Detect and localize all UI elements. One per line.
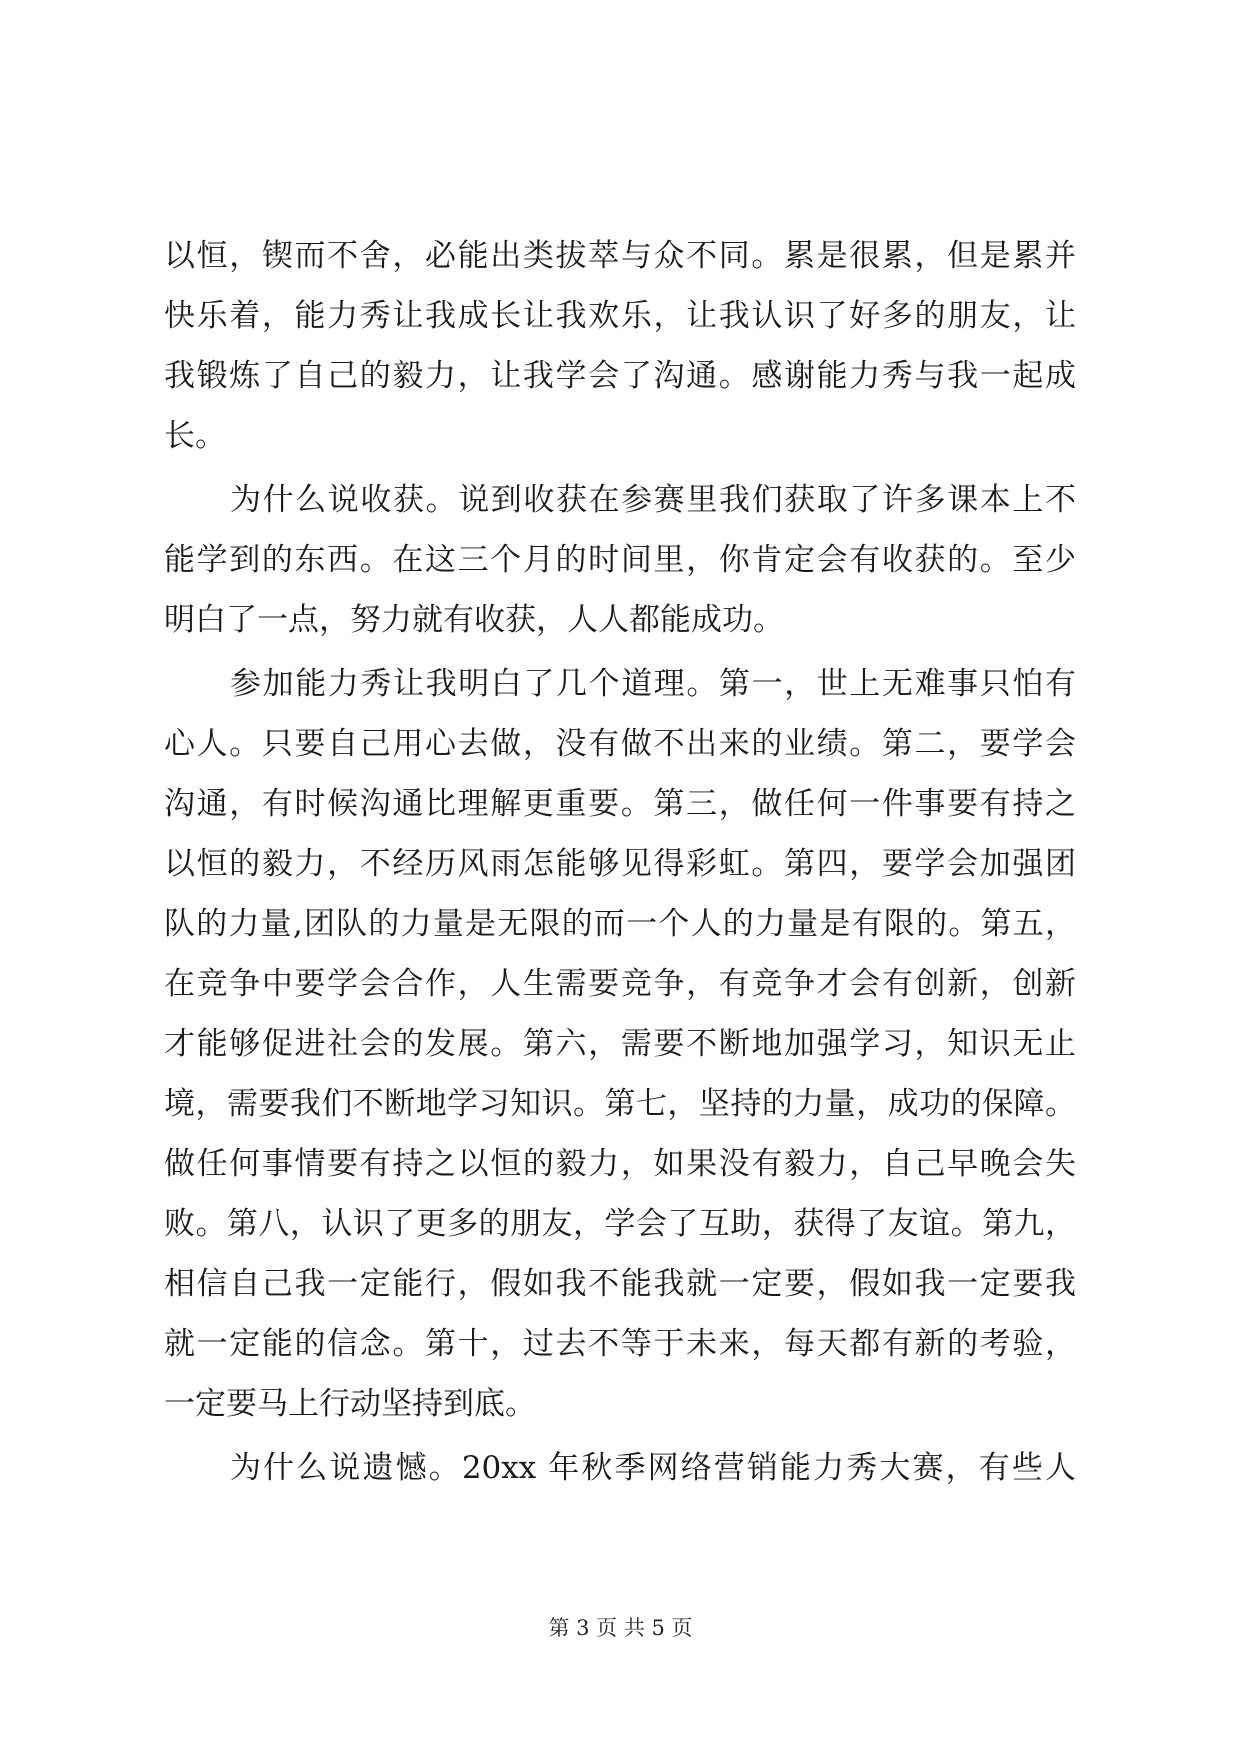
paragraph-1	[164, 226, 1076, 466]
document-body	[164, 226, 1076, 1498]
text-line: 在竞争中要学会合作，人生需要竞争，有竞争才会有创新，创新	[164, 966, 1076, 1002]
text-line: 以恒的毅力，不经历风雨怎能够见得彩虹。第四，要学会加强团	[164, 846, 1076, 882]
text-line: 相信自己我一定能行，假如我不能我就一定要，假如我一定要我	[164, 1266, 1076, 1302]
text-line: 就一定能的信念。第十，过去不等于未来，每天都有新的考验，	[164, 1326, 1076, 1362]
text-line: 一定要马上行动坚持到底。	[164, 1386, 536, 1422]
text-line: 境，需要我们不断地学习知识。第七，坚持的力量，成功的保障。	[164, 1086, 1076, 1122]
page-number-footer: 第 3 页 共 5 页	[548, 1616, 693, 1640]
text-line: 沟通，有时候沟通比理解更重要。第三，做任何一件事要有持之	[164, 786, 1076, 822]
text-line: 才能够促进社会的发展。第六，需要不断地加强学习，知识无止	[164, 1026, 1076, 1062]
text-line: 为什么说收获。说到收获在参赛里我们获取了许多课本上不	[230, 482, 1076, 518]
paragraph-3	[164, 654, 1076, 1434]
text-line: 参加能力秀让我明白了几个道理。第一，世上无难事只怕有	[230, 666, 1076, 702]
text-line: 明白了一点，努力就有收获，人人都能成功。	[164, 602, 784, 638]
text-line: 快乐着，能力秀让我成长让我欢乐，让我认识了好多的朋友，让	[164, 298, 1076, 334]
text-line: 队的力量,团队的力量是无限的而一个人的力量是有限的。第五，	[164, 906, 1076, 942]
text-line: 以恒，锲而不舍，必能出类拔萃与众不同。累是很累，但是累并	[164, 238, 1076, 274]
paragraph-2	[164, 470, 1076, 650]
text-line: 能学到的东西。在这三个月的时间里，你肯定会有收获的。至少	[164, 542, 1076, 578]
text-line: 败。第八，认识了更多的朋友，学会了互助，获得了友谊。第九，	[164, 1206, 1076, 1242]
text-line: 我锻炼了自己的毅力，让我学会了沟通。感谢能力秀与我一起成	[164, 358, 1076, 394]
text-line: 心人。只要自己用心去做，没有做不出来的业绩。第二，要学会	[164, 726, 1076, 762]
text-line: 长。	[164, 418, 226, 454]
text-line: 做任何事情要有持之以恒的毅力，如果没有毅力，自己早晚会失	[164, 1146, 1076, 1182]
text-line: 为什么说遗憾。20xx 年秋季网络营销能力秀大赛，有些人	[230, 1450, 1076, 1486]
paragraph-4	[164, 1438, 1076, 1498]
